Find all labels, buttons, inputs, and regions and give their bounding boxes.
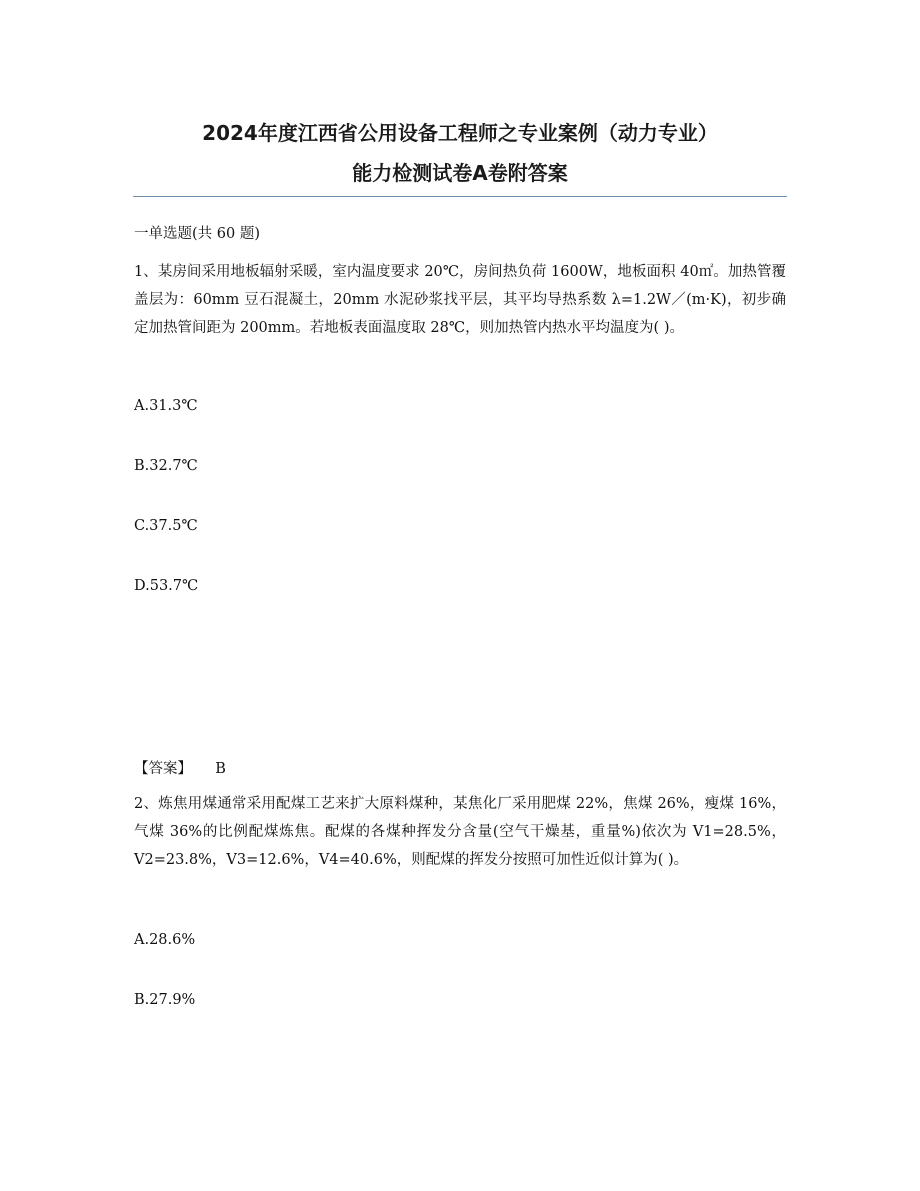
question-1-option-a: A.31.3℃: [134, 398, 198, 414]
section-heading: 一单选题(共 60 题): [134, 226, 260, 242]
question-2-option-b: B.27.9%: [134, 992, 196, 1008]
question-1-option-b: B.32.7℃: [134, 458, 198, 474]
document-title-line-1: 2024年度江西省公用设备工程师之专业案例（动力专业）: [202, 121, 718, 145]
question-1-option-c: C.37.5℃: [134, 518, 198, 534]
question-2-option-a: A.28.6%: [134, 932, 196, 948]
question-1-text: 1、某房间采用地板辐射采暖，室内温度要求 20℃，房间热负荷 1600W，地板面积 40㎡。加热管覆盖层为：60mm 豆石混凝土，20mm 水泥砂浆找平层，其平均导热系数 λ=1.2W／(m·K)，初步确定加热管间距为 200mm。若地板表面温度取 28℃，则加热管内热水平均温度为( )。: [134, 264, 786, 336]
question-2-text: 2、炼焦用煤通常采用配煤工艺来扩大原料煤种，某焦化厂采用肥煤 22%，焦煤 26%，瘦煤 16%，气煤 36%的比例配煤炼焦。配煤的各煤种挥发分含量(空气干燥基，重量%)依次为 V1=28.5%，V2=23.8%，V3=12.6%，V4=40.6%，则配煤的挥发分按照可加性近似计算为( )。: [134, 796, 786, 868]
answer-label: 【答案】: [134, 761, 192, 777]
answer-value: B: [215, 761, 226, 777]
question-1-option-d: D.53.7℃: [134, 578, 199, 594]
question-1-answer: [134, 757, 226, 778]
document-title-line-2: 能力检测试卷A卷附答案: [352, 161, 568, 185]
title-divider: [133, 196, 787, 197]
